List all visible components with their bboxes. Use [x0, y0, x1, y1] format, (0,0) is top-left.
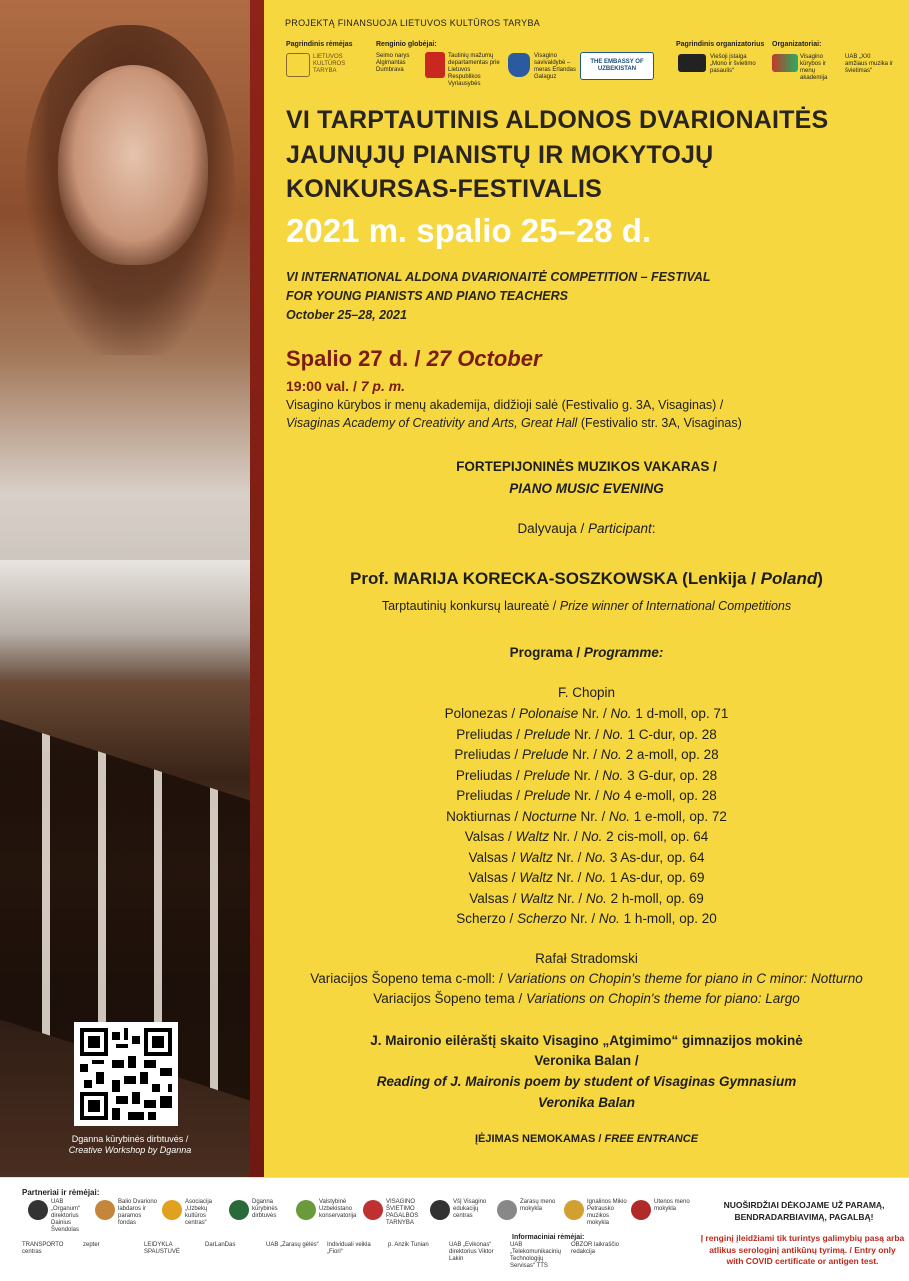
laureate-en: Prize winner of International Competitions — [559, 599, 792, 613]
sponsor-logo — [296, 1200, 316, 1220]
piece-title-en: Waltz — [515, 829, 550, 844]
title-line2: JAUNŲJŲ PIANISTŲ IR MOKYTOJŲ — [286, 141, 714, 169]
visaginas-logo — [508, 53, 530, 77]
performer-close: ) — [817, 569, 823, 588]
performer-country-en: Poland — [760, 569, 818, 588]
concert-title-en: PIANO MUSIC EVENING — [509, 481, 664, 496]
sponsor-logo — [497, 1200, 517, 1220]
piece-details: 1 h-moll, op. 20 — [623, 911, 717, 926]
piece-nr: Nr. / — [574, 788, 599, 803]
sponsor-name: UAB „Telekomunikacinių Technologijų Servisas“ TTS — [510, 1242, 562, 1269]
organizers-label: Organizatoriai: — [772, 41, 822, 48]
piece-nr: Nr. / — [570, 911, 596, 926]
composer-stradomski: Rafał Stradomski — [535, 951, 638, 966]
programme-item — [264, 911, 909, 926]
programme-item — [264, 809, 909, 824]
participant-colon: : — [651, 521, 656, 536]
piece-title-lt: Scherzo / — [456, 911, 514, 926]
piece-details: 1 d-moll, op. 71 — [635, 706, 729, 721]
organizer-1: Visagino kūrybos ir menų akademija — [800, 54, 828, 81]
sponsor-name: UAB „Zarasų gėlės“ — [266, 1242, 319, 1248]
piece-details: 2 cis-moll, op. 64 — [606, 829, 709, 844]
piece-details: 2 a-moll, op. 28 — [625, 747, 719, 762]
title-en-date: October 25–28, 2021 — [286, 308, 407, 322]
sponsor-name: VšĮ Visagino edukacijų centras — [453, 1199, 487, 1219]
sponsor-name: Balio Dvariono labdaros ir paramos fondas — [118, 1199, 158, 1226]
variation-2-lt: Variacijos Šopeno tema / — [373, 991, 523, 1006]
concert-title-lt: FORTEPIJONINĖS MUZIKOS VAKARAS / — [456, 459, 717, 474]
main-organizer: Viešoji įstaiga „Mono ir švietimo pasaulis“ — [710, 54, 756, 74]
programme-item — [264, 850, 909, 865]
title-line3: KONKURSAS-FESTIVALIS — [286, 175, 603, 203]
patron-1: Tautinių mažumų departamentas prie Lietuvos Respublikos Vyriausybės — [448, 53, 500, 87]
piece-no: No. — [585, 849, 607, 865]
piece-title-lt: Polonezas / — [444, 706, 516, 721]
piece-nr: Nr. / — [580, 808, 606, 824]
main-sponsor-name: LIETUVOS KULTŪROS TARYBA — [313, 54, 346, 74]
variation-1 — [264, 971, 909, 986]
piece-title-en: Polonaise — [518, 706, 579, 721]
programme-en: Programme: — [583, 645, 664, 660]
free-entrance — [264, 1133, 909, 1145]
piece-nr: Nr. / — [556, 849, 582, 865]
piece-title-en: Waltz — [519, 849, 553, 865]
sponsor-name: UAB „Evikonas“ direktorius Viktor Lakin — [449, 1242, 494, 1262]
reading-line4: Veronika Balan — [537, 1095, 636, 1110]
event-time-lt: 19:00 val. / — [286, 378, 357, 394]
programme-item — [264, 788, 909, 803]
programme-item — [264, 870, 909, 885]
piece-title-lt: Preliudas / — [455, 767, 520, 783]
sponsor-name: Dganna kūrybinės dirbtuvės — [252, 1199, 278, 1219]
variation-1-lt: Variacijos Šopeno tema c-moll: / — [310, 971, 503, 986]
piece-title-en: Prelude — [523, 726, 571, 742]
sponsor-logo — [363, 1200, 383, 1220]
piece-title-lt: Noktiurnas / — [446, 808, 519, 824]
reading-line2: Veronika Balan / — [534, 1053, 639, 1068]
sponsor-logo — [229, 1200, 249, 1220]
photo-face — [58, 65, 208, 265]
variation-1-en: Variations on Chopin's theme for piano in C minor: Notturno — [506, 971, 863, 986]
sponsor-logo — [28, 1200, 48, 1220]
venue-lt: Visagino kūrybos ir menų akademija, didžioji salė (Festivalio g. 3A, Visaginas) / — [286, 398, 724, 412]
sponsor-name: LEIDYKLA SPAUSTUVĖ — [144, 1242, 180, 1255]
sponsor-name: VISAGINO ŠVIETIMO PAGALBOS TARNYBA — [386, 1199, 419, 1226]
sponsor-logo — [162, 1200, 182, 1220]
sponsor-name: p. Anzik Tunian — [388, 1242, 429, 1248]
patrons-label: Renginio globėjai: — [376, 41, 437, 48]
qr-caption-en: Creative Workshop by Dganna — [68, 1145, 192, 1155]
piece-title-en: Prelude — [523, 788, 571, 803]
thanks-text: NUOŠIRDŽIAI DĖKOJAME UŽ PARAMĄ, BENDRADARBIAVIMĄ, PAGALBĄ! — [723, 1200, 885, 1222]
title-line1: VI TARPTAUTINIS ALDONOS DVARIONAITĖS — [286, 106, 829, 134]
programme-item — [264, 768, 909, 783]
sponsor-logo — [631, 1200, 651, 1220]
sponsor-name: Asociacija „Uzbekų kultūros centras“ — [185, 1199, 213, 1226]
programme-item — [264, 829, 909, 844]
programme-item — [264, 891, 909, 906]
title-en-line2: FOR YOUNG PIANISTS AND PIANO TEACHERS — [286, 289, 568, 303]
programme-item — [264, 727, 909, 742]
piano-org-logo — [678, 54, 706, 72]
piece-nr: Nr. / — [573, 767, 599, 783]
variation-2 — [264, 991, 909, 1006]
piece-details: 1 C-dur, op. 28 — [627, 726, 717, 742]
piece-title-en: Waltz — [520, 890, 554, 906]
piece-nr: Nr. / — [557, 890, 583, 906]
patron-2: Visagino savivaldybė – meras Erlandas Galaguz — [534, 53, 577, 80]
sponsor-name: UAB „Organum“ direktorius Dainius Švendolas — [51, 1199, 81, 1233]
piece-nr: Nr. / — [556, 870, 582, 885]
event-day — [286, 346, 542, 372]
piece-nr: Nr. / — [572, 747, 598, 762]
piece-details: 3 G-dur, op. 28 — [627, 767, 718, 783]
piece-no: No. — [585, 870, 607, 885]
piece-title-lt: Valsas / — [468, 849, 516, 865]
reading-line1: J. Maironio eilėraštį skaito Visagino „Atgimimo“ gimnazijos mokinė — [370, 1033, 803, 1048]
programme-item — [264, 747, 909, 762]
sponsor-name: Utenos meno mokykla — [654, 1199, 690, 1212]
piece-title-en: Nocturne — [521, 808, 577, 824]
pianist-photo — [0, 0, 250, 1177]
sponsor-name: DarLanDas — [205, 1242, 236, 1248]
event-day-lt: Spalio 27 d. / — [286, 346, 421, 371]
piece-no: No. — [585, 890, 607, 906]
programme-item — [264, 706, 909, 721]
qr-code[interactable] — [74, 1022, 178, 1126]
piece-title-lt: Preliudas / — [456, 788, 521, 803]
sponsor-name: Zarasų meno mokykla — [520, 1199, 556, 1212]
participant-label — [264, 521, 909, 536]
event-time-en: 7 p. m. — [360, 378, 406, 394]
info-sponsors-label: Informaciniai rėmėjai: — [512, 1234, 585, 1241]
festival-date: 2021 m. spalio 25–28 d. — [286, 212, 652, 249]
piece-details: 2 h-moll, op. 69 — [610, 890, 704, 906]
entrance-en: FREE ENTRANCE — [604, 1133, 699, 1145]
piece-no: No. — [609, 808, 631, 824]
participant-en: Participant — [588, 521, 652, 536]
laureate-lt: Tarptautinių konkursų laureatė / — [381, 599, 557, 613]
covid-notice: Į renginį įleidžiami tik turintys galimybių pasą arba atlikus serologinį antikūnų tyrimą. / Entry only with COVID certificate or antigen test. — [700, 1233, 905, 1266]
venue-en: Visaginas Academy of Creativity and Arts, Great Hall — [286, 416, 578, 430]
qr-caption-lt: Dganna kūrybinės dirbtuvės / — [71, 1134, 189, 1144]
red-divider — [250, 0, 264, 1177]
reading-line3: Reading of J. Maironis poem by student of Visaginas Gymnasium — [376, 1074, 797, 1089]
organizer-2: UAB „XXI amžiaus muzika ir švietimas“ — [845, 54, 894, 74]
programme-lt: Programa / — [509, 645, 581, 660]
piece-details: 1 As-dur, op. 69 — [609, 870, 705, 885]
piano-lid — [0, 560, 250, 680]
participant-lt: Dalyvauja / — [517, 521, 585, 536]
piece-title-lt: Valsas / — [464, 829, 512, 844]
sponsor-name: Valstybinė Uzbekistano konservatorija — [319, 1199, 357, 1219]
sponsor-name: TRANSPORTO centras — [22, 1242, 64, 1255]
piece-title-en: Scherzo — [517, 911, 567, 926]
piece-no: No. — [600, 747, 622, 762]
vytis-logo — [425, 52, 445, 78]
piece-no: No. — [602, 767, 624, 783]
piece-no: No. — [598, 911, 620, 926]
piece-title-lt: Valsas / — [468, 870, 516, 885]
event-day-en: 27 October — [426, 346, 542, 371]
programme-heading — [264, 645, 909, 660]
piece-title-lt: Preliudas / — [456, 726, 521, 742]
performer — [264, 569, 909, 589]
composer-chopin: F. Chopin — [557, 685, 616, 700]
event-time — [286, 378, 405, 394]
piece-no: No. — [602, 726, 624, 742]
variation-2-en: Variations on Chopin's theme for piano: Largo — [526, 991, 800, 1006]
main-sponsor-label: Pagrindinis rėmėjas — [286, 41, 353, 48]
piece-nr: Nr. / — [582, 706, 607, 721]
piece-no: No — [602, 788, 620, 803]
piece-details: 1 e-moll, op. 72 — [633, 808, 727, 824]
piece-details: 3 As-dur, op. 64 — [609, 849, 705, 865]
piece-title-lt: Preliudas / — [454, 747, 519, 762]
academy-logo — [772, 54, 798, 72]
piece-details: 4 e-moll, op. 28 — [623, 788, 717, 803]
piece-no: No. — [610, 706, 632, 721]
kultura-logo — [286, 53, 310, 77]
piece-nr: Nr. / — [574, 726, 599, 742]
patron-person: Seimo narys Algimantas Dumbrava — [376, 53, 410, 73]
piece-title-en: Prelude — [523, 767, 570, 783]
patron-3: THE EMBASSY OF UZBEKISTAN — [590, 59, 644, 72]
funded-by: PROJEKTĄ FINANSUOJA LIETUVOS KULTŪROS TARYBA — [285, 18, 541, 28]
laureate — [264, 599, 909, 613]
sponsor-logo — [430, 1200, 450, 1220]
performer-lt: Prof. MARIJA KORECKA-SOSZKOWSKA (Lenkija / — [350, 569, 756, 588]
sponsor-logo — [564, 1200, 584, 1220]
sponsor-name: Individuali veikla „Fiori“ — [327, 1242, 371, 1255]
piece-nr: Nr. / — [552, 829, 578, 844]
piece-no: No. — [581, 829, 603, 844]
sponsor-logo — [95, 1200, 115, 1220]
entrance-lt: ĮĖJIMAS NEMOKAMAS / — [474, 1133, 602, 1145]
partners-label: Partneriai ir rėmėjai: — [22, 1188, 100, 1197]
venue-en-address: (Festivalio str. 3A, Visaginas) — [580, 416, 742, 430]
venue-en-line — [286, 416, 742, 430]
qr-code-icon — [80, 1028, 172, 1120]
main-organizer-label: Pagrindinis organizatorius — [676, 41, 765, 48]
piece-title-en: Prelude — [521, 747, 569, 762]
piece-title-en: Waltz — [519, 870, 553, 885]
sponsor-name: zepter — [83, 1242, 100, 1248]
sponsor-name: OBZOR laikraščio redakcija — [571, 1242, 620, 1255]
piece-title-lt: Valsas / — [469, 890, 517, 906]
sponsor-name: Ignalinos Mikio Petrausko muzikos mokykla — [587, 1199, 627, 1226]
title-en-line1: VI INTERNATIONAL ALDONA DVARIONAITĖ COMPETITION – FESTIVAL — [286, 270, 711, 284]
